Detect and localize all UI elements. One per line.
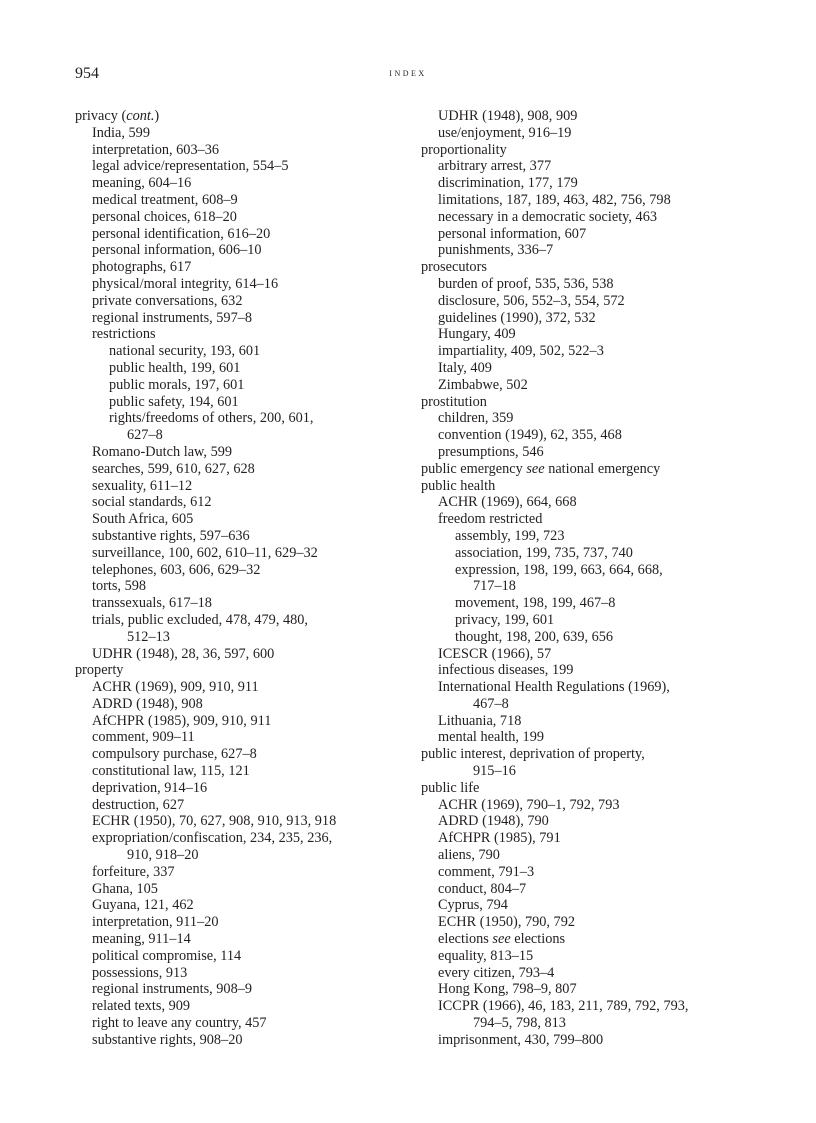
index-subentry <box>75 830 410 847</box>
see-reference: see <box>526 460 545 477</box>
entry-text: compulsory purchase, 627–8 <box>92 746 257 763</box>
index-heading <box>75 662 410 679</box>
entry-text: equality, 813–15 <box>438 947 534 964</box>
index-subentry <box>421 965 751 982</box>
index-subentry <box>75 612 410 629</box>
index-subentry <box>421 897 751 914</box>
entry-text: public health, 199, 601 <box>109 359 241 376</box>
entry-text: social standards, 612 <box>92 494 212 511</box>
entry-text: possessions, 913 <box>92 964 188 981</box>
index-heading <box>421 142 751 159</box>
index-heading <box>421 780 751 797</box>
entry-text: 794–5, 798, 813 <box>473 1015 566 1032</box>
entry-text: 467–8 <box>473 695 509 712</box>
entry-text: constitutional law, 115, 121 <box>92 763 250 780</box>
index-subentry <box>421 830 751 847</box>
index-subentry <box>421 310 751 327</box>
index-subentry <box>75 562 410 579</box>
page-number: 954 <box>75 65 99 82</box>
entry-text: aliens, 790 <box>438 847 500 864</box>
entry-text: restrictions <box>92 326 156 343</box>
entry-text: legal advice/representation, 554–5 <box>92 158 289 175</box>
entry-text: expropriation/confiscation, 234, 235, 236, <box>92 830 333 847</box>
index-subentry <box>421 612 751 629</box>
entry-text: Ghana, 105 <box>92 880 158 897</box>
index-subentry <box>75 981 410 998</box>
index-column-right <box>421 108 751 1049</box>
entry-text: transsexuals, 617–18 <box>92 595 212 612</box>
index-subentry <box>75 158 410 175</box>
entry-text: ICESCR (1966), 57 <box>438 645 552 662</box>
index-subentry <box>75 696 410 713</box>
index-heading <box>421 394 751 411</box>
see-target: national emergency <box>548 460 661 477</box>
index-subentry <box>75 813 410 830</box>
entry-text: deprivation, 914–16 <box>92 779 208 796</box>
entry-text: AfCHPR (1985), 909, 910, 911 <box>92 712 272 729</box>
index-subentry <box>421 713 751 730</box>
index-entry-continuation <box>75 427 410 444</box>
index-subentry <box>75 965 410 982</box>
entry-text: physical/moral integrity, 614–16 <box>92 275 279 292</box>
entry-text: Hungary, 409 <box>438 326 516 343</box>
index-subentry <box>421 444 751 461</box>
index-subentry <box>75 713 410 730</box>
entry-text: personal choices, 618–20 <box>92 208 237 225</box>
entry-text: 910, 918–20 <box>127 847 199 864</box>
index-subentry <box>75 276 410 293</box>
index-subentry <box>75 209 410 226</box>
index-subentry <box>421 797 751 814</box>
entry-text: private conversations, 632 <box>92 292 243 309</box>
index-entry-continuation <box>421 696 751 713</box>
entry-text: freedom restricted <box>438 511 543 528</box>
index-subentry <box>421 931 751 948</box>
index-entry-continuation <box>75 847 410 864</box>
index-subentry <box>75 679 410 696</box>
index-subentry <box>75 142 410 159</box>
index-subentry <box>421 629 751 646</box>
index-subentry <box>421 1032 751 1049</box>
see-target: elections <box>514 931 566 948</box>
index-subentry <box>421 914 751 931</box>
entry-text: infectious diseases, 199 <box>438 662 574 679</box>
index-entry-continuation <box>421 763 751 780</box>
index-entry-continuation <box>75 629 410 646</box>
index-subentry <box>75 1032 410 1049</box>
entry-text: public life <box>421 779 480 796</box>
index-subentry <box>75 948 410 965</box>
entry-text: thought, 198, 200, 639, 656 <box>455 628 614 645</box>
entry-text: related texts, 909 <box>92 998 191 1015</box>
index-subentry <box>75 797 410 814</box>
index-subentry <box>421 881 751 898</box>
entry-text: guidelines (1990), 372, 532 <box>438 309 596 326</box>
entry-text: 915–16 <box>473 763 516 780</box>
index-subentry <box>75 881 410 898</box>
entry-text: disclosure, 506, 552–3, 554, 572 <box>438 292 625 309</box>
index-subentry <box>75 125 410 142</box>
entry-text: Zimbabwe, 502 <box>438 376 528 393</box>
index-subentry <box>75 444 410 461</box>
entry-text: prostitution <box>421 393 487 410</box>
index-subentry <box>75 646 410 663</box>
entry-text: mental health, 199 <box>438 729 545 746</box>
index-subentry <box>421 595 751 612</box>
index-subentry <box>421 729 751 746</box>
entry-text: use/enjoyment, 916–19 <box>438 124 572 141</box>
entry-text: property <box>75 662 124 679</box>
running-head: index <box>389 67 427 79</box>
index-subentry <box>75 326 410 343</box>
entry-text: convention (1949), 62, 355, 468 <box>438 427 622 444</box>
entry-text: impartiality, 409, 502, 522–3 <box>438 343 604 360</box>
entry-text: necessary in a democratic society, 463 <box>438 208 657 225</box>
index-subentry <box>421 377 751 394</box>
entry-text: comment, 791–3 <box>438 863 535 880</box>
entry-text: ADRD (1948), 908 <box>92 695 203 712</box>
index-subentry <box>421 864 751 881</box>
entry-text: ACHR (1969), 664, 668 <box>438 494 577 511</box>
index-subentry <box>421 125 751 142</box>
entry-text: Italy, 409 <box>438 359 492 376</box>
index-heading <box>421 478 751 495</box>
entry-text: Romano-Dutch law, 599 <box>92 443 233 460</box>
index-subentry <box>75 763 410 780</box>
entry-text: regional instruments, 597–8 <box>92 309 253 326</box>
index-subentry <box>75 931 410 948</box>
entry-text: trials, public excluded, 478, 479, 480, <box>92 611 309 628</box>
entry-text: arbitrary arrest, 377 <box>438 158 552 175</box>
entry-text: destruction, 627 <box>92 796 185 813</box>
entry-text: telephones, 603, 606, 629–32 <box>92 561 261 578</box>
index-subentry <box>75 259 410 276</box>
entry-text: surveillance, 100, 602, 610–11, 629–32 <box>92 544 318 561</box>
index-subentry <box>421 847 751 864</box>
index-subentry <box>421 646 751 663</box>
index-subentry <box>421 562 751 579</box>
entry-text: Lithuania, 718 <box>438 712 522 729</box>
index-subentry <box>421 511 751 528</box>
entry-text: torts, 598 <box>92 578 147 595</box>
entry-text: Guyana, 121, 462 <box>92 897 194 914</box>
index-subentry <box>421 528 751 545</box>
index-subentry <box>421 293 751 310</box>
index-subentry <box>75 293 410 310</box>
index-entry-continuation <box>421 1015 751 1032</box>
index-subentry <box>421 158 751 175</box>
index-subentry <box>75 511 410 528</box>
entry-text: burden of proof, 535, 536, 538 <box>438 275 614 292</box>
entry-text: personal identification, 616–20 <box>92 225 271 242</box>
index-subentry <box>75 998 410 1015</box>
index-heading <box>421 259 751 276</box>
continued-note: cont. <box>126 108 155 124</box>
entry-text: 627–8 <box>127 427 163 444</box>
index-subentry <box>75 595 410 612</box>
index-subentry <box>75 242 410 259</box>
index-subentry <box>421 226 751 243</box>
entry-text: 512–13 <box>127 628 170 645</box>
entry-text: public safety, 194, 601 <box>109 393 239 410</box>
index-entry-continuation <box>421 578 751 595</box>
entry-text: AfCHPR (1985), 791 <box>438 830 561 847</box>
entry-text: prosecutors <box>421 259 487 276</box>
index-subentry <box>421 192 751 209</box>
index-subentry <box>75 175 410 192</box>
index-subentry <box>421 679 751 696</box>
index-subentry <box>75 528 410 545</box>
entry-text: ECHR (1950), 790, 792 <box>438 914 576 931</box>
entry-text: 717–18 <box>473 578 516 595</box>
entry-text: substantive rights, 908–20 <box>92 1031 243 1048</box>
entry-text: sexuality, 611–12 <box>92 477 193 494</box>
index-subentry <box>75 360 410 377</box>
index-subentry <box>421 175 751 192</box>
index-subentry <box>75 310 410 327</box>
index-subentry <box>421 242 751 259</box>
index-heading <box>421 746 751 763</box>
index-column-left <box>75 108 410 1049</box>
entry-text: proportionality <box>421 141 507 158</box>
entry-text: conduct, 804–7 <box>438 880 527 897</box>
entry-text: assembly, 199, 723 <box>455 527 565 544</box>
index-subentry <box>421 813 751 830</box>
entry-text: Hong Kong, 798–9, 807 <box>438 981 577 998</box>
entry-text: ECHR (1950), 70, 627, 908, 910, 913, 918 <box>92 813 337 830</box>
entry-text: India, 599 <box>92 124 150 141</box>
index-subentry <box>421 209 751 226</box>
entry-text: interpretation, 603–36 <box>92 141 220 158</box>
entry-text: International Health Regulations (1969), <box>438 679 670 696</box>
index-subentry <box>75 226 410 243</box>
entry-text: medical treatment, 608–9 <box>92 191 238 208</box>
entry-text: every citizen, 793–4 <box>438 964 555 981</box>
entry-text: meaning, 911–14 <box>92 931 191 948</box>
index-subentry <box>75 478 410 495</box>
index-subentry <box>421 545 751 562</box>
index-heading: privacy (cont.) <box>75 108 160 124</box>
entry-text: national security, 193, 601 <box>109 343 261 360</box>
see-reference: see <box>492 931 511 948</box>
entry-text: limitations, 187, 189, 463, 482, 756, 798 <box>438 191 671 208</box>
index-subentry <box>421 948 751 965</box>
index-subentry <box>75 897 410 914</box>
index-subentry <box>75 410 410 427</box>
index-subentry <box>75 377 410 394</box>
entry-text: interpretation, 911–20 <box>92 914 219 931</box>
index-subentry <box>421 108 751 125</box>
entry-text: elections <box>438 931 489 948</box>
index-subentry <box>75 914 410 931</box>
entry-text: movement, 198, 199, 467–8 <box>455 595 616 612</box>
entry-text: regional instruments, 908–9 <box>92 981 253 998</box>
index-subentry <box>75 864 410 881</box>
entry-text: political compromise, 114 <box>92 947 242 964</box>
index-subentry <box>421 981 751 998</box>
index-subentry <box>75 192 410 209</box>
entry-text: punishments, 336–7 <box>438 242 554 259</box>
index-subentry <box>75 1015 410 1032</box>
entry-text: searches, 599, 610, 627, 628 <box>92 460 255 477</box>
entry-text: privacy <box>75 108 118 124</box>
index-subentry <box>75 729 410 746</box>
entry-text: Cyprus, 794 <box>438 897 508 914</box>
entry-text: UDHR (1948), 908, 909 <box>438 108 578 124</box>
index-subentry <box>421 276 751 293</box>
entry-text: privacy, 199, 601 <box>455 611 555 628</box>
entry-text: children, 359 <box>438 410 514 427</box>
entry-text: ADRD (1948), 790 <box>438 813 549 830</box>
entry-text: presumptions, 546 <box>438 443 544 460</box>
entry-text: public morals, 197, 601 <box>109 376 245 393</box>
entry-text: public health <box>421 477 496 494</box>
entry-text: personal information, 606–10 <box>92 242 262 259</box>
index-subentry <box>421 360 751 377</box>
entry-text: rights/freedoms of others, 200, 601, <box>109 410 314 427</box>
entry-text: photographs, 617 <box>92 259 192 276</box>
index-subentry <box>75 494 410 511</box>
index-subentry <box>75 343 410 360</box>
entry-text: ICCPR (1966), 46, 183, 211, 789, 792, 793, <box>438 998 689 1015</box>
entry-text: discrimination, 177, 179 <box>438 175 578 192</box>
index-subentry <box>421 343 751 360</box>
entry-text: South Africa, 605 <box>92 511 194 528</box>
entry-text: ACHR (1969), 909, 910, 911 <box>92 679 259 696</box>
index-heading <box>421 461 751 478</box>
entry-text: personal information, 607 <box>438 225 587 242</box>
index-subentry <box>421 494 751 511</box>
entry-text: ACHR (1969), 790–1, 792, 793 <box>438 796 620 813</box>
entry-text: UDHR (1948), 28, 36, 597, 600 <box>92 645 275 662</box>
entry-text: meaning, 604–16 <box>92 175 192 192</box>
index-subentry <box>421 427 751 444</box>
index-subentry <box>421 662 751 679</box>
entry-text: right to leave any country, 457 <box>92 1015 267 1032</box>
entry-text: substantive rights, 597–636 <box>92 527 250 544</box>
entry-text: expression, 198, 199, 663, 664, 668, <box>455 561 663 578</box>
index-subentry <box>421 410 751 427</box>
entry-text: public emergency <box>421 460 523 477</box>
entry-text: forfeiture, 337 <box>92 863 175 880</box>
index-subentry <box>421 326 751 343</box>
index-subentry <box>75 461 410 478</box>
entry-text: comment, 909–11 <box>92 729 195 746</box>
index-subentry <box>75 746 410 763</box>
entry-text: public interest, deprivation of property, <box>421 746 645 763</box>
entry-text: imprisonment, 430, 799–800 <box>438 1031 604 1048</box>
index-subentry <box>75 578 410 595</box>
index-subentry <box>75 545 410 562</box>
index-subentry <box>75 780 410 797</box>
entry-text: association, 199, 735, 737, 740 <box>455 544 633 561</box>
index-subentry <box>421 998 751 1015</box>
index-subentry <box>75 394 410 411</box>
